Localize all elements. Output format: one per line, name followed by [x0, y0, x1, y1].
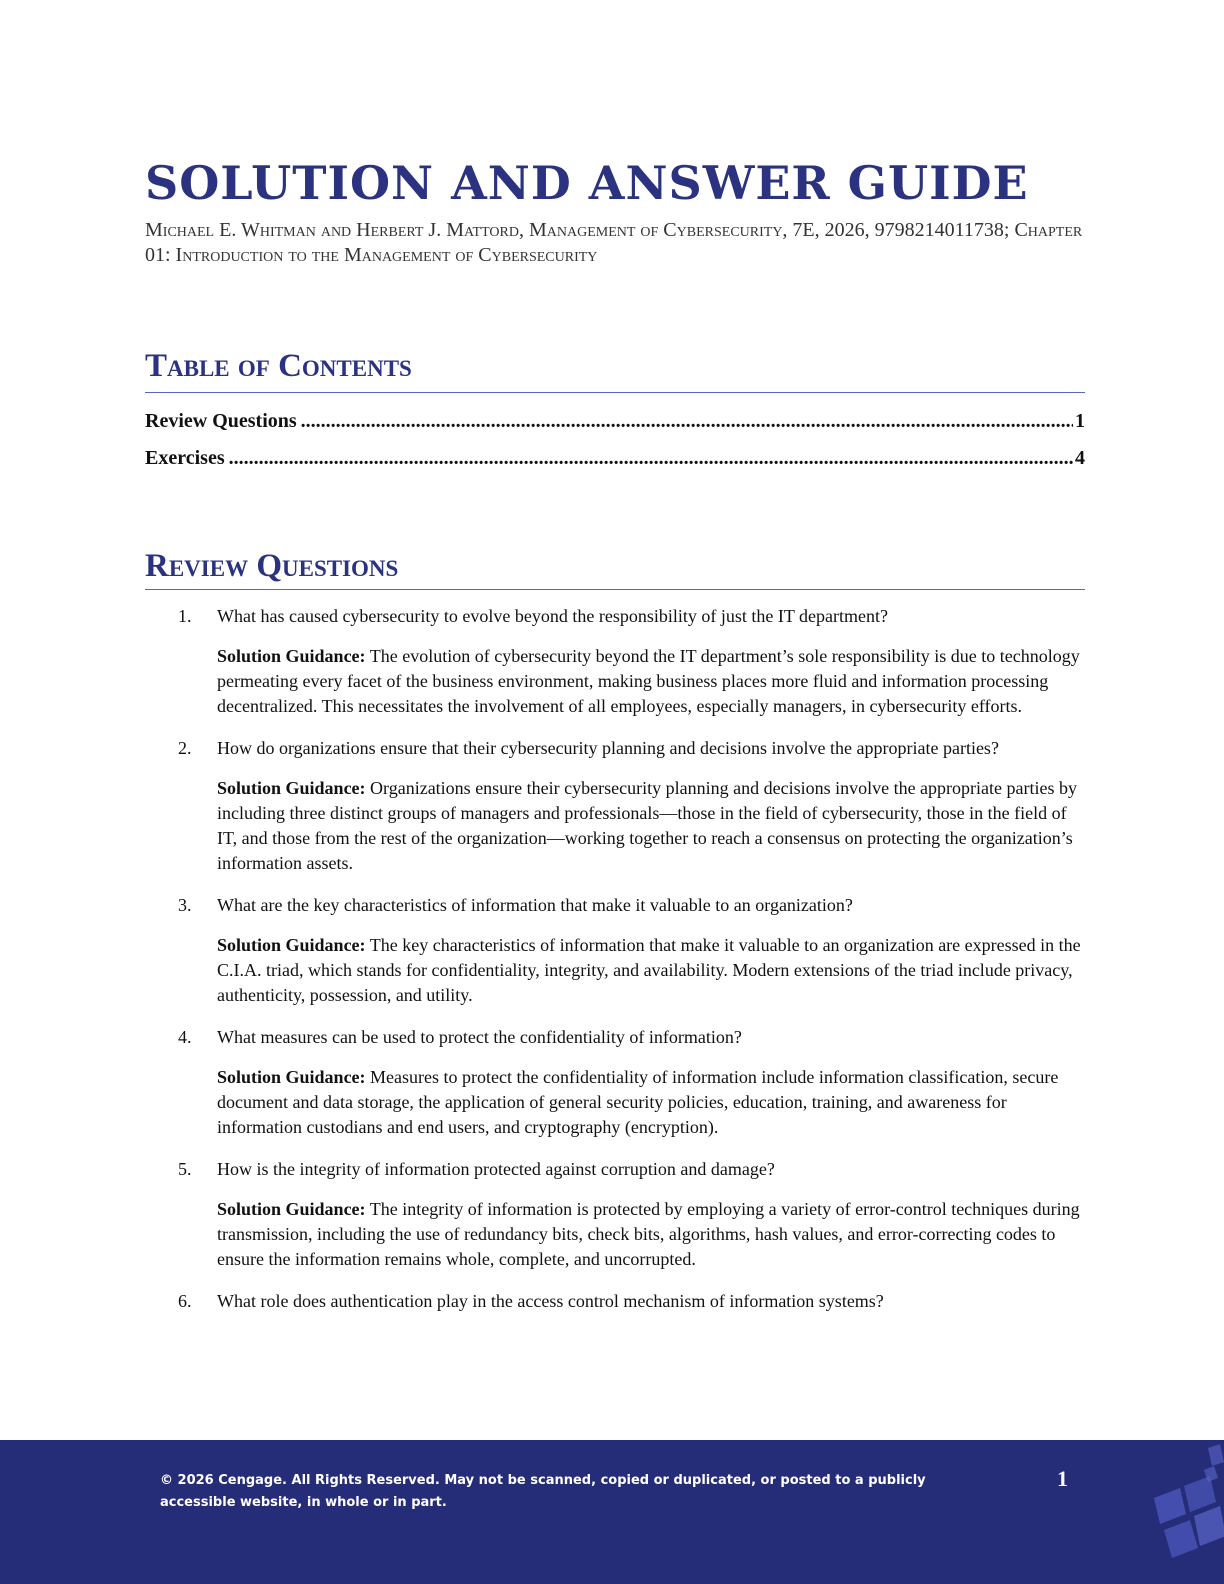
solution-guidance: [217, 1197, 1085, 1272]
question-item: [145, 1157, 1085, 1272]
solution-guidance-text: The integrity of information is protected by employing a variety of error-control techniques during transmission, including the use of redundancy bits, check bits, algorithms, hash values, and error-correcting codes to ensure the information remains whole, complete, and uncorrupted.: [217, 1199, 1080, 1269]
toc-entry-review-questions[interactable]: [145, 410, 1085, 436]
solution-guidance: [217, 776, 1085, 876]
solution-guidance-label: Solution Guidance:: [217, 1067, 366, 1087]
question-text: How is the integrity of information protected against corruption and damage?: [217, 1159, 775, 1179]
question-item: [145, 604, 1085, 719]
toc-entry-label: Exercises: [145, 447, 225, 469]
toc-leader-dots: [229, 447, 1073, 470]
solution-guidance: [217, 644, 1085, 719]
solution-guidance-text: The key characteristics of information that make it valuable to an organization are expressed in the C.I.A. triad, which stands for confidentiality, integrity, and availability. Modern extensions of the triad include privacy, authenticity, possession, and utility.: [217, 935, 1081, 1005]
solution-guidance-label: Solution Guidance:: [217, 646, 366, 666]
question-number: 4.: [178, 1027, 192, 1047]
question-text: How do organizations ensure that their cybersecurity planning and decisions involve the appropriate parties?: [217, 738, 999, 758]
question-item: [145, 893, 1085, 1008]
question-number: 2.: [178, 738, 192, 758]
toc-entry-exercises[interactable]: [145, 447, 1085, 473]
review-questions-divider: [145, 589, 1085, 590]
question-number: 1.: [178, 606, 192, 626]
question-item: [145, 736, 1085, 876]
page-number: 1: [1057, 1466, 1068, 1491]
solution-guidance: [217, 933, 1085, 1008]
document-subtitle: Michael E. Whitman and Herbert J. Mattord, Management of Cybersecurity, 7E, 2026, 9798214011738; Chapter 01: Introduction to the Management of Cybersecurity: [145, 219, 1083, 266]
question-number: 5.: [178, 1159, 192, 1179]
question-number: 3.: [178, 895, 192, 915]
copyright-notice: © 2026 Cengage. All Rights Reserved. May not be scanned, copied or duplicated, or posted to a publicly accessible website, in whole or in part.: [160, 1473, 926, 1510]
toc-entry-page: 4: [1075, 447, 1085, 469]
review-questions-heading: Review Questions: [145, 548, 399, 584]
question-item: [145, 1289, 1085, 1314]
review-questions-list: [145, 604, 1085, 1331]
toc-leader-dots: [301, 410, 1073, 433]
solution-guidance-label: Solution Guidance:: [217, 778, 366, 798]
question-text: What role does authentication play in the access control mechanism of information systems?: [217, 1291, 884, 1311]
question-number: 6.: [178, 1291, 192, 1311]
question-text: What measures can be used to protect the confidentiality of information?: [217, 1027, 742, 1047]
solution-guidance-text: Measures to protect the confidentiality of information include information classification, secure document and data storage, the application of general security policies, education, training, and awareness for information custodians and end users, and cryptography (encryption).: [217, 1067, 1059, 1137]
cengage-logo-icon: [1134, 1440, 1224, 1584]
solution-guidance-text: Organizations ensure their cybersecurity planning and decisions involve the appropriate parties by including three distinct groups of managers and professionals—those in the field of cybersecurity, those in the field of IT, and those from the rest of the organization—working together to reach a consensus on protecting the organization’s information assets.: [217, 778, 1077, 873]
document-title: SOLUTION AND ANSWER GUIDE: [145, 156, 1029, 210]
question-item: [145, 1025, 1085, 1140]
question-text: What are the key characteristics of information that make it valuable to an organization?: [217, 895, 853, 915]
toc-heading: Table of Contents: [145, 348, 412, 384]
page-footer: [0, 1440, 1224, 1584]
question-text: What has caused cybersecurity to evolve beyond the responsibility of just the IT department?: [217, 606, 888, 626]
toc-entry-label: Review Questions: [145, 410, 297, 432]
toc-divider: [145, 392, 1085, 393]
toc-entry-page: 1: [1075, 410, 1085, 432]
solution-guidance-label: Solution Guidance:: [217, 935, 366, 955]
solution-guidance: [217, 1065, 1085, 1140]
solution-guidance-text: The evolution of cybersecurity beyond the IT department’s sole responsibility is due to technology permeating every facet of the business environment, making business places more fluid and information processing decentralized. This necessitates the involvement of all employees, especially managers, in cybersecurity efforts.: [217, 646, 1080, 716]
solution-guidance-label: Solution Guidance:: [217, 1199, 366, 1219]
